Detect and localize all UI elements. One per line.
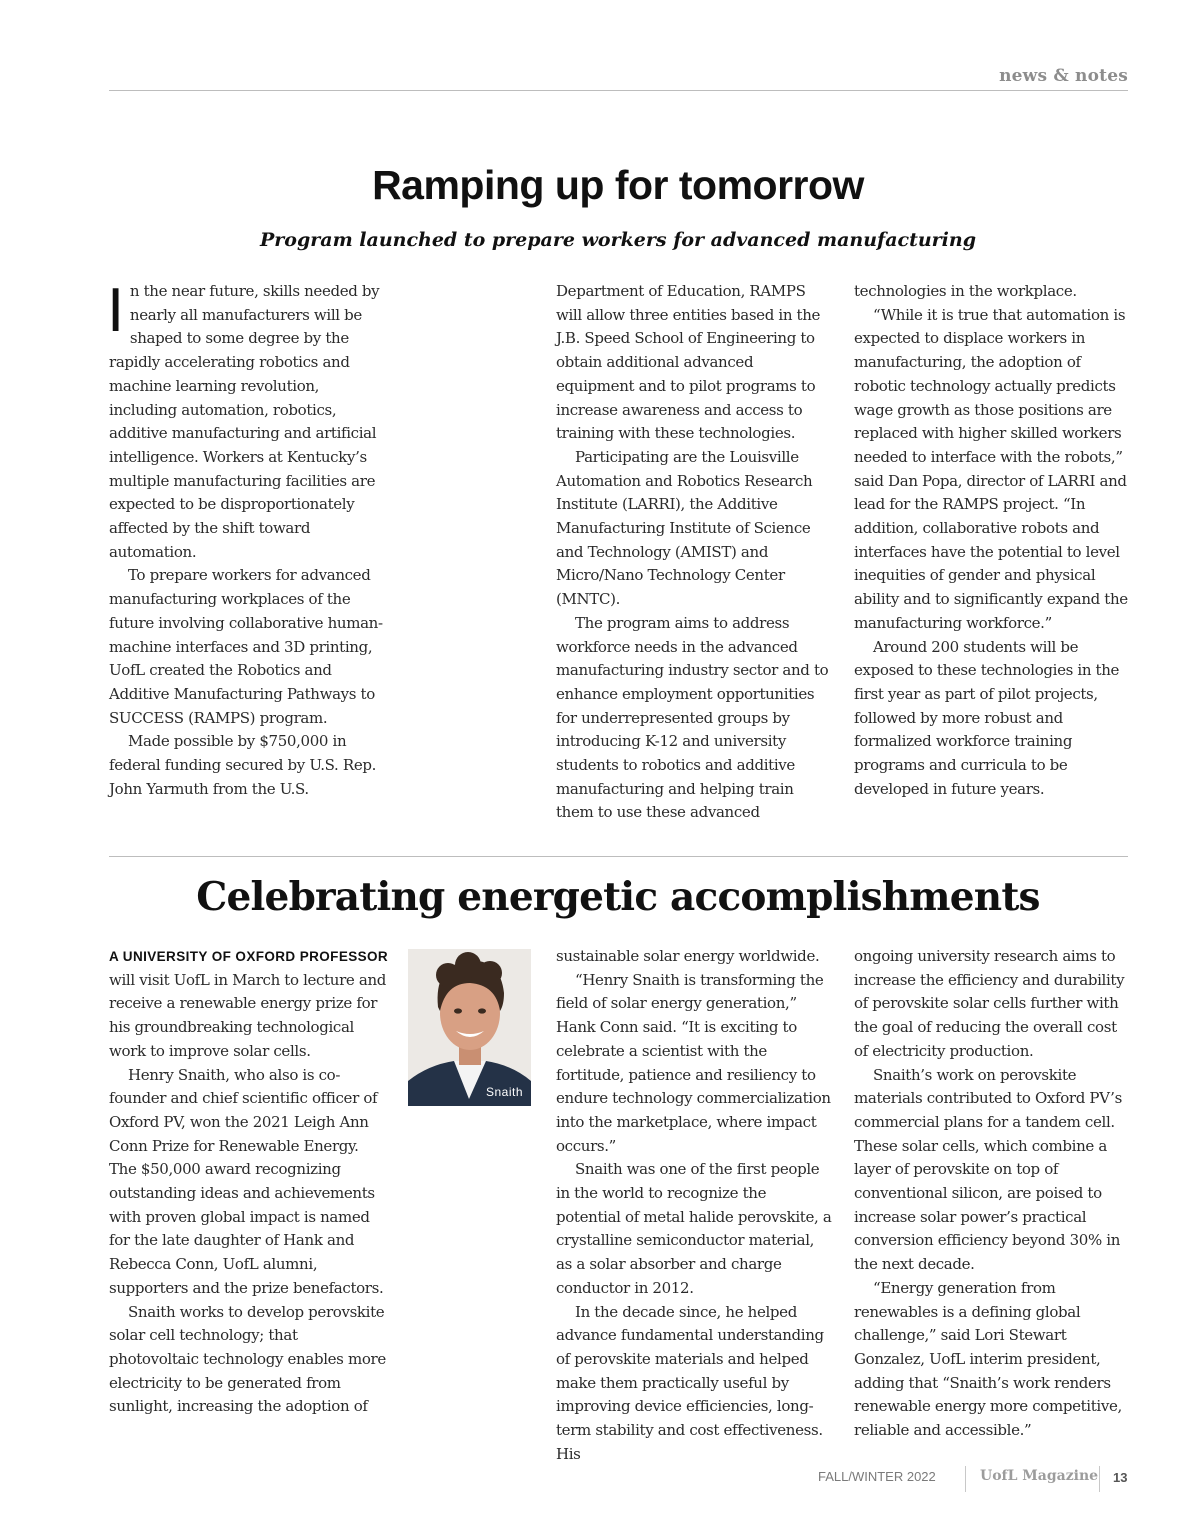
- paragraph: sustainable solar energy worldwide.: [556, 947, 820, 965]
- paragraph: In the decade since, he helped advance fundamental understanding of perovskite materials and helped make them practically useful by improving device efficiencies, long-term stability and cost effectiveness. His: [556, 1302, 824, 1463]
- article2-column-1: [109, 945, 389, 1419]
- article1-column-2: [556, 280, 831, 825]
- page-number: 13: [1113, 1470, 1128, 1485]
- paragraph: To prepare workers for advanced manufacturing workplaces of the future involving collaborative human-machine interfaces and 3D printing, UofL created the Robotics and Additive Manufacturing Pathways to SUCCESS (RAMPS) program.: [109, 566, 383, 727]
- portrait-photo: [408, 949, 531, 1106]
- article-title: Ramping up for tomorrow: [372, 162, 864, 208]
- section-divider: [109, 856, 1128, 857]
- drop-cap: I: [107, 276, 124, 345]
- article1-column-1: [107, 276, 383, 801]
- article-deck: Program launched to prepare workers for advanced manufacturing: [260, 229, 976, 251]
- paragraph: Participating are the Louisville Automation and Robotics Research Institute (LARRI), the Additive Manufacturing Institute of Science and Technology (AMIST) and Micro/Nano Technology Center (MNTC).: [556, 447, 813, 609]
- article1-column-3: [854, 280, 1129, 801]
- kicker: A UNIVERSITY OF OXFORD PROFESSOR: [109, 949, 389, 964]
- footer-magazine: UofL Magazine: [980, 1468, 1099, 1484]
- paragraph: Around 200 students will be exposed to these technologies in the first year as part of pilot projects, followed by more robust and formalized workforce training programs and curricula to be developed in future years.: [854, 637, 1120, 798]
- footer-issue: FALL/WINTER 2022: [818, 1469, 936, 1484]
- paragraph: “While it is true that automation is expected to displace workers in manufacturing, the adoption of robotic technology actually predicts wage growth as those positions are replaced with higher skilled workers needed to interface with the robots,” said Dan Popa, director of LARRI and lead for the RAMPS project. “In addition, collaborative robots and interfaces have the potential to level inequities of gender and physical ability and to significantly expand the manufacturing workforce.”: [854, 305, 1128, 632]
- article-title: Celebrating energetic accomplishments: [196, 874, 1040, 920]
- paragraph: Made possible by $750,000 in federal funding secured by U.S. Rep. John Yarmuth from the U.S.: [109, 732, 377, 798]
- paragraph: will visit UofL in March to lecture and receive a renewable energy prize for his groundbreaking technological work to improve solar cells.: [109, 970, 387, 1060]
- paragraph: The program aims to address workforce needs in the advanced manufacturing industry sector and to enhance employment opportunities for underrepresented groups by introducing K-12 and university students to robotics and additive manufacturing and helping train them to use these advanced: [556, 613, 829, 822]
- paragraph: Department of Education, RAMPS will allow three entities based in the J.B. Speed School of Engineering to obtain additional advanced equipment and to pilot programs to increase awareness and access to training with these technologies.: [556, 282, 821, 443]
- portrait-illustration: [408, 949, 531, 1106]
- header-rule: [109, 90, 1128, 91]
- paragraph: Snaith works to develop perovskite solar cell technology; that photovoltaic technology enables more electricity to be generated from sunlight, increasing the adoption of: [109, 1302, 386, 1416]
- paragraph: Snaith was one of the first people in the world to recognize the potential of metal halide perovskite, a crystalline semiconductor material, as a solar absorber and charge conductor in 2012.: [556, 1160, 832, 1297]
- paragraph: “Henry Snaith is transforming the field of solar energy generation,” Hank Conn said. “It is exciting to celebrate a scientist with the fortitude, patience and resiliency to endure technology commercialization into the marketplace, where impact occurs.”: [556, 970, 831, 1155]
- paragraph: “Energy generation from renewables is a defining global challenge,” said Lori Stewart Gonzalez, UofL interim president, adding that “Snaith’s work renders renewable energy more competitive, reliable and accessible.”: [854, 1278, 1122, 1440]
- paragraph: technologies in the workplace.: [854, 282, 1077, 300]
- paragraph: n the near future, skills needed by nearly all manufacturers will be shaped to some degree by the rapidly accelerating robotics and machine learning revolution, including automation, robotics, additive manufacturing and artificial intelligence. Workers at Kentucky’s multiple manufacturing facilities are expected to be disproportionately affected by the shift toward automation.: [109, 282, 380, 561]
- article2-column-3: [854, 945, 1130, 1443]
- section-label: news & notes: [999, 66, 1128, 86]
- article2-column-2: [556, 945, 832, 1466]
- footer-divider: [965, 1466, 966, 1492]
- footer-divider: [1099, 1466, 1100, 1492]
- paragraph: Snaith’s work on perovskite materials contributed to Oxford PV’s commercial plans for a tandem cell. These solar cells, which combine a layer of perovskite on top of conventional silicon, are poised to increase solar power’s practical conversion efficiency beyond 30% in the next decade.: [854, 1065, 1122, 1274]
- photo-caption: Snaith: [485, 1085, 523, 1099]
- paragraph: ongoing university research aims to increase the efficiency and durability of perovskite solar cells further with the goal of reducing the overall cost of electricity production.: [854, 947, 1125, 1060]
- paragraph: Henry Snaith, who also is co-founder and chief scientific officer of Oxford PV, won the 2021 Leigh Ann Conn Prize for Renewable Energy. The $50,000 award recognizing outstanding ideas and achievements with proven global impact is named for the late daughter of Hank and Rebecca Conn, UofL alumni, supporters and the prize benefactors.: [109, 1065, 384, 1297]
